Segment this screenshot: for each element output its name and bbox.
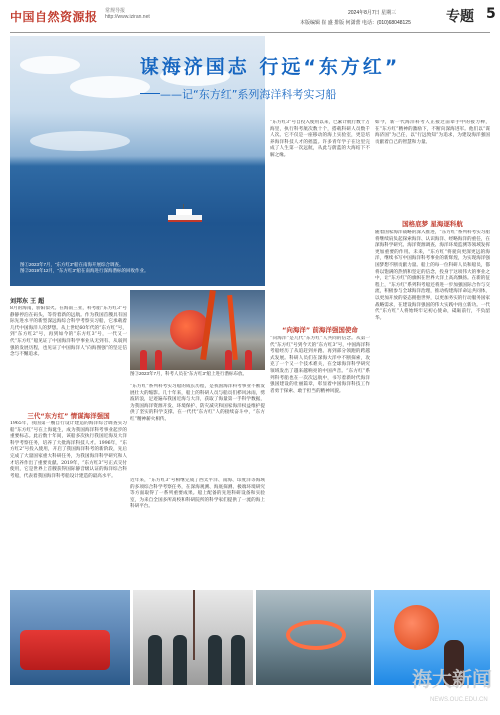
article-text-col3b: “向海洋”是几代“东方红”人共同的信念。从第一代“东方红”号到今天的“东方红3”号，中国海洋科考船经历了从追赶到并跑、再到部分领跑的跨越式发展。科研人员们在深海大洋中不断探索，攻克了一个又一个技术难关，在全球海洋科学研究领域发出了越来越响亮的中国声音。“东方红”系列科考船也在一次次远航中，书写着新时代海洋强国建设的壮丽篇章，彰显着中国海洋科技工作者勇于探索、敢于担当的精神风貌。 [270, 336, 370, 394]
subhead-2: “向海洋” 前海洋强国使命 [282, 326, 358, 334]
article-text-col4b: 随着国家海洋战略的深入推进，“东方红”系列科考实习船将继续肩负起探索海洋、认识海洋、经略海洋的重任，在深海科学研究、海洋资源调查、海洋环境监测等领域发挥更加重要的作用。未来，“东方红”将驶向更深更远的海洋，继续书写中国海洋科考事业的新辉煌，为实现海洋强国梦想不断贡献力量。船上的每一位科研人员和船员，都将以饱满的热情和坚定的信念，投身于这项伟大的事业之中，让“东方红”的旗帜在世界大洋上高高飘扬。在新的征程上，“东方红”系列科考船还将进一步加强国际合作与交流，积极参与全球海洋治理，推动构建海洋命运共同体，以更加开放的姿态拥抱世界，以更加务实的行动服务国家战略需求，在建设海洋强国的伟大实践中再立新功。一代代“东方红”人将始终牢记初心使命，砥砺前行，不负韶华。 [375, 230, 490, 321]
issue-date: 2024年8月7日 星期三 [348, 10, 397, 16]
watermark-logo [400, 655, 495, 710]
staff-line: 本版编辑 崔 盛 排版 何潇蕾 电话：(010)68048125 [300, 20, 411, 26]
buoy [394, 605, 439, 650]
deployment-photo [130, 290, 265, 370]
article-text-col4a: 如今，新一代海洋科考人正接过前辈手中的接力棒，在“东方红”精神的激励下，不断向深海进军。他们以“谋海济国”为己任，以“行远致知”为追求，为建设海洋强国贡献着自己的智慧和力量。 [375, 120, 490, 145]
equipment-ring [286, 620, 346, 650]
worker [225, 350, 232, 370]
headline-title: 谋海济国志 行远“东方红” [139, 56, 401, 78]
photo-submersible [10, 590, 130, 685]
cloud [30, 131, 130, 151]
paper-name: 中国自然资源报 [10, 10, 98, 24]
subhead-1: 三代“东方红” 情谋海洋强国 [27, 412, 110, 420]
watermark-url: NEWS.OUC.EDU.CN [430, 697, 488, 703]
article-text-col1b: 1965年，我国第一艘自行设计建造的海洋综合调查实习船“东方红”号在上海诞生，成为我国海洋科考事业起步的重要标志。此后数十年间，该船多次执行我国近海及大洋科学考察任务，培养了大批海洋科技人才。1996年，“东方红2”号投入使用，开启了我国海洋科考的新阶段，先后完成了大量国家重大科研任务，为我国海洋科学研究和人才培养作出了重要贡献。2019年，“东方红3”号正式交付使用，它是世界上首艘获得国际静音级认证的海洋综合科考船，代表着我国海洋科考船设计建造的最高水平。 [10, 421, 127, 479]
subhead-3: 国格底梦 星海逐科航 [402, 220, 463, 228]
photo-crew [133, 590, 253, 685]
hero-caption: 图①2023年7月，“东方红3”船在南海开展综合调查。 图②2019年12月，“东方红3”船在南海进行深海潜标的回收作业。 [20, 262, 149, 273]
article-text-col2b: 近年来，“东方红3”号相继完成了西太平洋、南海、印度洋等海域的多项综合科学考察任务，在深海观测、海底探测、极端环境研究等方面取得了一系列重要成果。船上配备的先进科研设备和实验室，为来自全国多所高校和科研院所的科学家们提供了一流的海上科研平台。 [130, 478, 265, 510]
section-name: 专题 [446, 9, 474, 25]
headline-subtitle: ——记“东方红”系列海洋科考实习船 [160, 88, 337, 101]
subtitle-rule [140, 93, 160, 94]
article-text-col3a: “东方红3”号自投入使用以来，已累计航行数十万海里，执行科考航次数十个，搭载科研人员数千人次。它不仅是一座移动的海上实验室，更是培养海洋科技人才的摇篮。许多青年学子在这里完成了人生第一次远航，从此与蔚蓝的大海结下不解之缘。 [270, 120, 370, 158]
submersible [20, 630, 110, 670]
worker [245, 350, 252, 370]
byline: 刘邦东 王 超 [10, 298, 45, 305]
article-text-col2a: “东方红”系列科考实习船的成长历程，是我国海洋科考事业不断发展壮大的缩影。几十年来，船上的科研人员与船员们栉风沐雨，劈波斩浪，足迹遍布我国近海与大洋，获取了海量第一手科学数据，为我国海洋资源开发、环境保护、防灾减灾和国家海洋权益维护提供了坚实的科学支撑。在一代代“东方红”人的接续奋斗中，“东方红”精神薪火相传。 [130, 384, 265, 422]
watermark-text: 海大新闻 [412, 667, 492, 691]
headline [50, 52, 490, 79]
crew-member [208, 635, 222, 685]
worker [155, 350, 162, 370]
masthead [10, 6, 496, 32]
paper-edition: 常规导报 [105, 8, 126, 14]
article-text-col1a: 8月的海南，骄阳似火。在海南三亚，科考船“东方红3”号静静停泊在码头，等待着新的远航。作为我国首艘具有国际先进水平的新型深远海综合科学考察实习船，它承载着几代中国海洋人的梦想。从上世纪60年代的“东方红”号，到“东方红2”号，再到如今的“东方红3”号，一代又一代“东方红”船见证了中国海洋科学事业从无到有、从弱到强的发展历程，也见证了中国海洋人“向海图强”的坚定信念与不懈追求。 [10, 306, 127, 358]
masthead-rule [10, 32, 490, 33]
crew-member [173, 635, 187, 685]
deployment-caption: 图③2023年7月，科考人员在“东方红3”船上进行潜标布放。 [130, 371, 248, 376]
page-number: 5 [486, 6, 496, 22]
paper-url: http://www.iziran.net [105, 14, 150, 20]
crew-member [231, 635, 245, 685]
photo-equipment [256, 590, 371, 685]
research-ship [168, 204, 202, 222]
cloud [70, 76, 150, 98]
crew-member [148, 635, 162, 685]
worker [140, 350, 147, 370]
